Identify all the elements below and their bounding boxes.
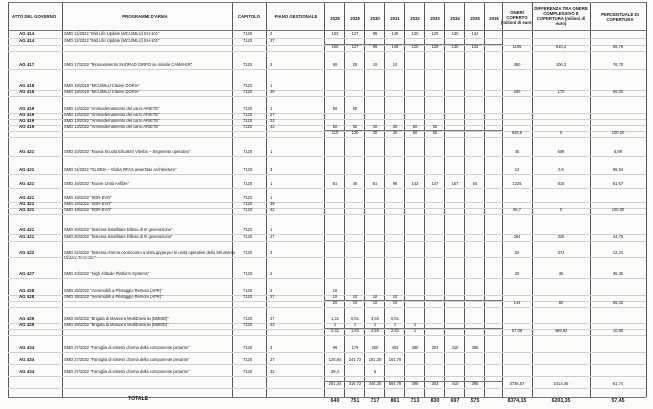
row-oneri: 1195: [512, 44, 522, 49]
row-percentuale: 10,85: [612, 328, 624, 333]
row-programma: SMD 11/2022 "Mid Life Update (MCU/MLU) EH-101": [64, 31, 160, 36]
row-capitolo: 7120: [243, 288, 253, 293]
row-year-value: 410: [451, 381, 459, 386]
row-differenza: 469,92: [554, 328, 568, 333]
row-year-value: 60: [332, 106, 338, 111]
row-atto: AG 419: [19, 124, 35, 129]
row-year-value: 1: [333, 322, 337, 327]
row-year-value: 20: [332, 300, 338, 305]
row-year-value: 564,78: [388, 381, 402, 386]
row-capitolo: 7120: [243, 89, 253, 94]
row-year-value: 10: [352, 294, 358, 299]
row-piano: 3: [270, 167, 273, 172]
row-year-value: 1,31: [331, 316, 339, 321]
row-capitolo: 7120: [243, 345, 253, 350]
row-differenza: 35: [558, 271, 564, 276]
row-percentuale: 61,67: [612, 181, 624, 186]
row-atto: AG 428: [19, 288, 35, 293]
row-atto: AG 421: [19, 227, 35, 232]
row-atto: AG 429: [19, 322, 35, 327]
row-year-value: 110: [331, 130, 339, 135]
row-differenza: 0,5: [558, 167, 564, 172]
row-atto: AG 421: [19, 234, 35, 239]
row-atto: AG 417: [19, 62, 35, 67]
row-atto: AG 422: [19, 250, 35, 255]
row-year-value: 385: [471, 381, 479, 386]
row-atto: AG 434: [19, 345, 35, 350]
row-piano: 32: [270, 369, 275, 374]
header-year: 2031: [390, 16, 400, 21]
row-year-value: 120: [411, 31, 419, 36]
row-oneri: 57,08: [511, 328, 523, 333]
header-year: 2036: [489, 16, 499, 21]
row-year-value: 120: [411, 44, 419, 49]
row-atto: AG 419: [19, 118, 35, 123]
row-programma: SMD 27/2022 "Famiglia di sistemi d'arma della componente pesante": [64, 345, 190, 350]
row-piano: 27: [270, 316, 275, 321]
row-programma: SMD 25/2022 "Aeromobili a Pilotaggio Remoto (APR)": [64, 288, 163, 293]
row-year-value: 390: [411, 345, 419, 350]
row-programma: SMD 20/2022 "Sistema Satellitare Difesa di III generazione": [64, 234, 173, 239]
row-year-value: 60: [412, 130, 418, 135]
row-programma: SMD 19/2019 "MCU/MLU Classe DORIA": [64, 89, 140, 94]
row-year-value: 148: [391, 44, 399, 49]
row-oneri: 3735,57: [509, 381, 525, 386]
row-capitolo: 7120: [243, 167, 253, 172]
row-capitolo: 7120: [243, 357, 253, 362]
row-year-value: 10: [392, 62, 398, 67]
row-year-value: 130: [451, 31, 459, 36]
row-atto: AG 429: [19, 316, 35, 321]
totale-year-value: 697: [450, 398, 460, 404]
header-year: 2029: [350, 16, 360, 21]
row-piano: 27: [270, 38, 275, 43]
header-year: 2032: [410, 16, 420, 21]
row-differenza: 0: [559, 207, 563, 212]
totale-percentuale: 57,45: [611, 398, 625, 404]
row-year-value: 1: [413, 328, 417, 333]
header-programmi: PROGRAMMI D'ARMA: [122, 14, 168, 19]
row-capitolo: 7120: [243, 201, 253, 206]
row-year-value: 103: [331, 31, 339, 36]
header-year: 2028: [330, 16, 340, 21]
row-year-value: 1,81: [351, 328, 359, 333]
row-percentuale: 66,42: [612, 300, 624, 305]
totale-year-value: 861: [390, 398, 400, 404]
row-year-value: 2,31: [331, 328, 339, 333]
row-piano: 33: [270, 118, 275, 123]
row-capitolo: 7120: [243, 38, 253, 43]
row-piano: 42: [270, 124, 275, 129]
row-atto: AG 419: [19, 112, 35, 117]
header-capitolo: CAPITOLO: [237, 14, 261, 19]
row-capitolo: 7120: [243, 271, 253, 276]
row-piano: 42: [270, 207, 275, 212]
row-atto: AG 418: [19, 89, 35, 94]
row-year-value: 398: [411, 381, 419, 386]
row-piano: 1: [270, 181, 273, 186]
row-programma: SMD 22/2022 "Sistema d'arma controcarro a vista grigia per le unità operative dello Strumento Militare Terrestre": [64, 250, 236, 260]
row-year-value: 96: [332, 345, 338, 350]
row-year-value: 30: [372, 130, 378, 135]
row-programma: SMD 27/2022 "Famiglia di sistemi d'arma della componente pesante": [64, 369, 190, 374]
row-piano: 1: [270, 149, 273, 154]
row-year-value: 134: [471, 31, 479, 36]
row-capitolo: 7120: [243, 227, 253, 232]
row-capitolo: 7120: [243, 118, 253, 123]
row-year-value: 50: [332, 124, 338, 129]
row-capitolo: 7120: [243, 181, 253, 186]
row-differenza: 0: [559, 130, 563, 135]
row-atto: AG 427: [19, 271, 35, 276]
header-year: 2034: [450, 16, 460, 21]
row-piano: 43: [270, 322, 275, 327]
row-year-value: 161,78: [388, 357, 402, 362]
row-year-value: 5: [373, 369, 377, 374]
totale-year-value: 830: [430, 398, 440, 404]
row-oneri: 144: [513, 300, 521, 305]
row-percentuale: 100,00: [611, 130, 625, 135]
row-differenza: 2414,45: [553, 381, 569, 386]
row-year-value: 10: [392, 300, 398, 305]
header-year: 2035: [470, 16, 480, 21]
row-piano: 27: [270, 357, 275, 362]
row-year-value: 157: [451, 181, 459, 186]
row-percentuale: 44,75: [612, 234, 624, 239]
row-capitolo: 7120: [243, 207, 253, 212]
row-capitolo: 7120: [243, 294, 253, 299]
row-programma: SMD 26/2022 "Brigata di Manovra MultiDominio (BMMD)": [64, 316, 169, 321]
row-year-value: 120: [431, 31, 439, 36]
row-year-value: 241,72: [348, 357, 362, 362]
row-piano: 2: [270, 271, 273, 276]
row-year-value: 385: [471, 345, 479, 350]
header-year: 2033: [430, 16, 440, 21]
row-capitolo: 7120: [243, 195, 253, 200]
row-piano: 27: [270, 112, 275, 117]
row-year-value: 25: [352, 62, 358, 67]
row-differenza: 374: [557, 250, 565, 255]
row-capitolo: 7120: [243, 31, 253, 36]
row-capitolo: 7120: [243, 234, 253, 239]
row-piano: 3: [270, 345, 273, 350]
row-oneri: 848,6: [511, 130, 523, 135]
totale-label: TOTALE: [128, 396, 149, 402]
row-year-value: 60: [412, 124, 418, 129]
row-capitolo: 7120: [243, 124, 253, 129]
header-piano: PIANO GESTIONALE: [274, 14, 318, 19]
row-year-value: 10: [332, 288, 338, 293]
row-programma: SMD 18/2022 "SDR-EVO": [64, 201, 112, 206]
row-atto: AG 421: [19, 207, 35, 212]
row-capitolo: 7120: [243, 322, 253, 327]
row-programma: SMD 18/2022 "SDR-EVO": [64, 195, 112, 200]
row-oneri: 264: [513, 234, 521, 239]
row-percentuale: 76,70: [612, 62, 624, 67]
row-piano: 3: [270, 250, 273, 255]
row-oneri: 66,7: [513, 207, 521, 212]
row-programma: SMD 13/2022 "Ammodernamento del carro ARIETE": [64, 106, 160, 111]
row-year-value: 10: [332, 294, 338, 299]
row-year-value: 410: [451, 345, 459, 350]
row-capitolo: 7120: [243, 106, 253, 111]
header-percentuale: PERCENTUALE DI COPERTURA: [601, 12, 639, 22]
row-year-value: 80: [352, 106, 358, 111]
row-year-value: 127: [351, 31, 359, 36]
row-atto: AG 414: [19, 31, 35, 36]
totale-year-value: 575: [470, 398, 480, 404]
row-percentuale: 12,21: [612, 250, 624, 255]
row-year-value: 1: [373, 322, 377, 327]
row-year-value: 10: [392, 294, 398, 299]
row-piano: 2: [270, 31, 273, 36]
row-capitolo: 7120: [243, 149, 253, 154]
row-year-value: 148: [391, 31, 399, 36]
row-oneri: 52: [514, 250, 520, 255]
row-oneri: 330: [513, 89, 521, 94]
row-year-value: 125,94: [328, 357, 342, 362]
row-year-value: 250: [371, 345, 379, 350]
row-piano: 1: [270, 83, 273, 88]
row-atto: AG 434: [19, 357, 35, 362]
row-oneri: 45: [514, 149, 520, 154]
row-year-value: 39,4: [331, 369, 339, 374]
row-year-value: 50: [352, 124, 358, 129]
row-atto: AG 434: [19, 369, 35, 374]
row-year-value: 60: [332, 62, 338, 67]
row-atto: AG 414: [19, 38, 35, 43]
row-year-value: 30: [392, 124, 398, 129]
row-year-value: 0,81: [351, 316, 359, 321]
row-atto: AG 421: [19, 167, 35, 172]
row-differenza: 608: [557, 149, 565, 154]
row-year-value: 4,50: [371, 328, 379, 333]
row-year-value: 96: [392, 181, 398, 186]
row-programma: SMD 11/2022 "Mid Life Update (MCU/MLU) EH-101": [64, 38, 160, 43]
row-percentuale: 96,94: [612, 167, 624, 172]
row-capitolo: 7120: [243, 250, 253, 255]
row-piano: 1: [270, 195, 273, 200]
totale-year-value: 640: [330, 398, 340, 404]
totale-differenza: 6203,35: [551, 398, 571, 404]
row-atto: AG 418: [19, 83, 35, 88]
row-percentuale: 36,36: [612, 271, 624, 276]
row-differenza: 815: [557, 181, 565, 186]
row-year-value: 127: [351, 44, 359, 49]
row-year-value: 261,34: [328, 381, 342, 386]
row-year-value: 54: [472, 181, 478, 186]
row-year-value: 1: [353, 322, 357, 327]
row-atto: AG 421: [19, 149, 35, 154]
row-differenza: 106,3: [555, 62, 567, 67]
row-year-value: 175: [351, 345, 359, 350]
row-programma: SMD 13/2022 "Ammodernamento del carro ARIETE": [64, 118, 160, 123]
row-percentuale: 100,00: [611, 207, 625, 212]
row-piano: 39: [270, 201, 275, 206]
row-year-value: 60: [432, 130, 438, 135]
header-oneri: ONERI COPERTO (milioni di euro): [500, 10, 534, 25]
row-programma: SMD 27/2022 "Famiglia di sistemi d'arma della componente pesante": [64, 357, 190, 362]
row-year-value: 30: [392, 130, 398, 135]
row-year-value: 3,50: [371, 316, 379, 321]
row-programma: SMD 26/2022 "Brigata di Manovra MultiDominio (BMMD)": [64, 322, 169, 327]
row-percentuale: 6,89: [614, 149, 622, 154]
row-programma: SMD 19/2019 "MCU/MLU Classe DORIA": [64, 83, 140, 88]
row-piano: 40: [270, 89, 275, 94]
row-capitolo: 7120: [243, 83, 253, 88]
row-atto: AG 419: [19, 106, 35, 111]
row-percentuale: 56,76: [612, 44, 624, 49]
row-year-value: 147: [431, 181, 439, 186]
row-year-value: 1: [393, 322, 397, 327]
row-programma: SMD 23/2022 "High Altitude Platform Systems": [64, 271, 150, 276]
row-oneri: 450: [513, 62, 521, 67]
row-year-value: 303: [431, 345, 439, 350]
row-year-value: 95: [372, 44, 378, 49]
row-year-value: 40: [352, 181, 358, 186]
row-differenza: 910,2: [555, 44, 567, 49]
row-percentuale: 66,00: [612, 89, 624, 94]
row-capitolo: 7120: [243, 112, 253, 117]
row-year-value: 60: [432, 124, 438, 129]
header-differenza: DIFFERENZA TRA ONERE COMPLESSIVO E COPERTURA (milioni di euro): [534, 6, 588, 26]
row-capitolo: 7120: [243, 316, 253, 321]
row-atto: AG 428: [19, 294, 35, 299]
row-oneri: 1225: [512, 181, 522, 186]
row-year-value: 10: [372, 62, 378, 67]
row-year-value: 95: [372, 31, 378, 36]
header-year: 2030: [370, 16, 380, 21]
row-year-value: 1: [413, 322, 417, 327]
row-year-value: 446,25: [368, 381, 382, 386]
row-programma: SMD 10/2022 "Nuova Scuola Elicotteri Viterbo – Segmento operativo": [64, 149, 191, 154]
row-differenza: 60: [558, 300, 564, 305]
row-capitolo: 7120: [243, 369, 253, 374]
row-programma: SMD 16/2022 "Nuove Unità Anfibie": [64, 181, 130, 186]
row-oneri: 20: [514, 271, 520, 276]
row-year-value: 10: [372, 300, 378, 305]
row-piano: 27: [270, 294, 275, 299]
row-piano: 27: [270, 234, 275, 239]
row-programma: SMD 18/2022 "SDR-EVO": [64, 207, 112, 212]
row-programma: SMD 25/2022 "Aeromobili a Pilotaggio Remoto (APR)": [64, 294, 163, 299]
row-programma: SMD 13/2022 "Ammodernamento del carro ARIETE": [64, 124, 160, 129]
row-capitolo: 7120: [243, 62, 253, 67]
row-piano: 3: [270, 62, 273, 67]
row-year-value: 403: [391, 345, 399, 350]
row-year-value: 81: [372, 181, 378, 186]
row-year-value: 303: [431, 381, 439, 386]
row-year-value: 120: [431, 44, 439, 49]
totale-year-value: 751: [350, 398, 360, 404]
row-year-value: 81: [332, 181, 338, 186]
row-programma: SMD 11/2022 "GLOBIA – Globa RFAS assertitas Architecture": [64, 167, 177, 172]
row-programma: SMD 13/2022 "Ammodernamento del carro ARIETE": [64, 112, 160, 117]
row-year-value: 30: [372, 124, 378, 129]
row-year-value: 0,81: [391, 316, 399, 321]
row-atto: AG 421: [19, 181, 35, 186]
row-year-value: 134: [471, 44, 479, 49]
row-year-value: 10: [352, 300, 358, 305]
row-year-value: 416,72: [348, 381, 362, 386]
row-programma: SMD 20/2022 "Sistema Satellitare Difesa di III generazione": [64, 227, 173, 232]
row-piano: 1: [270, 227, 273, 232]
row-year-value: 191,25: [368, 357, 382, 362]
row-atto: AG 421: [19, 201, 35, 206]
row-atto: AG 421: [19, 195, 35, 200]
row-piano: 1: [270, 106, 273, 111]
row-percentuale: 61,74: [612, 381, 624, 386]
row-year-value: 10: [372, 294, 378, 299]
totale-oneri: 8374,15: [507, 398, 527, 404]
row-piano: 2: [270, 288, 273, 293]
row-programma: SMD 17/2022 "Rinnovamento SHORAD GIRPO su missile CAMM-ER": [64, 62, 193, 67]
row-year-value: 130: [351, 130, 359, 135]
row-differenza: 326: [557, 234, 565, 239]
row-year-value: 105: [331, 44, 339, 49]
row-differenza: 170: [557, 89, 565, 94]
row-year-value: 130: [451, 44, 459, 49]
row-year-value: 2,81: [391, 328, 399, 333]
totale-year-value: 717: [370, 398, 380, 404]
header-atto: ATTO DEL GOVERNO: [11, 14, 57, 19]
row-year-value: 142: [411, 181, 419, 186]
row-oneri: 12: [514, 167, 520, 172]
totale-year-value: 713: [410, 398, 420, 404]
